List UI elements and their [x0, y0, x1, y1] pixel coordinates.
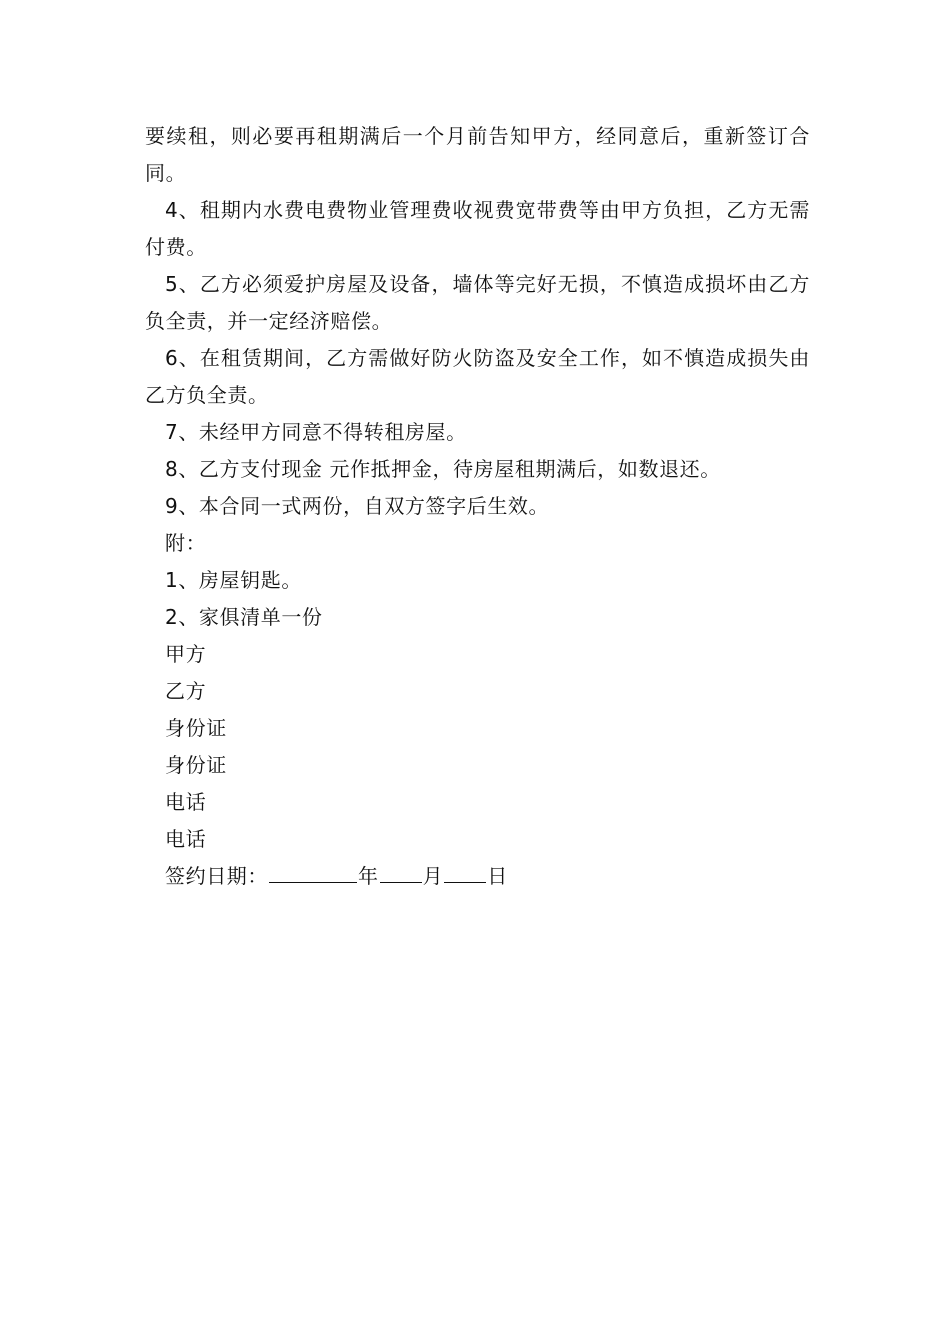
attachment-heading: 附：: [165, 531, 207, 555]
party-b-phone-label: 电话: [165, 827, 207, 851]
attachment-item-furniture: 2、家俱清单一份: [165, 605, 323, 629]
paragraph-clause-6: 6、在租赁期间，乙方需做好防火防盗及安全工作，如不慎造成损失由乙方负全责。: [145, 346, 810, 407]
day-blank: [444, 862, 486, 883]
year-label: 年: [358, 864, 379, 888]
party-a-label: 甲方: [165, 642, 207, 666]
paragraph-renewal: 要续租，则必要再租期满后一个月前告知甲方，经同意后，重新签订合同。: [145, 124, 810, 185]
month-label: 月: [422, 864, 444, 888]
paragraph-clause-4: 4、租期内水费电费物业管理费收视费宽带费等由甲方负担，乙方无需付费。: [145, 198, 810, 259]
paragraph-clause-5: 5、乙方必须爱护房屋及设备，墙体等完好无损，不慎造成损坏由乙方负全责，并一定经济赔偿。: [145, 272, 810, 333]
paragraph-clause-8: 8、乙方支付现金 元作抵押金，待房屋租期满后，如数退还。: [165, 457, 721, 481]
sign-date-label: 签约日期：: [165, 864, 268, 888]
paragraph-clause-9: 9、本合同一式两份，自双方签字后生效。: [165, 494, 550, 518]
party-a-id-label: 身份证: [165, 716, 227, 740]
paragraph-clause-7: 7、未经甲方同意不得转租房屋。: [165, 420, 467, 444]
month-blank: [380, 862, 422, 883]
party-b-label: 乙方: [165, 679, 207, 703]
day-label: 日: [487, 864, 508, 888]
year-blank: [269, 862, 357, 883]
contract-body: [145, 118, 810, 895]
party-a-phone-label: 电话: [165, 790, 207, 814]
party-b-id-label: 身份证: [165, 753, 227, 777]
attachment-item-keys: 1、房屋钥匙。: [165, 568, 302, 592]
sign-date-line: [145, 858, 810, 895]
